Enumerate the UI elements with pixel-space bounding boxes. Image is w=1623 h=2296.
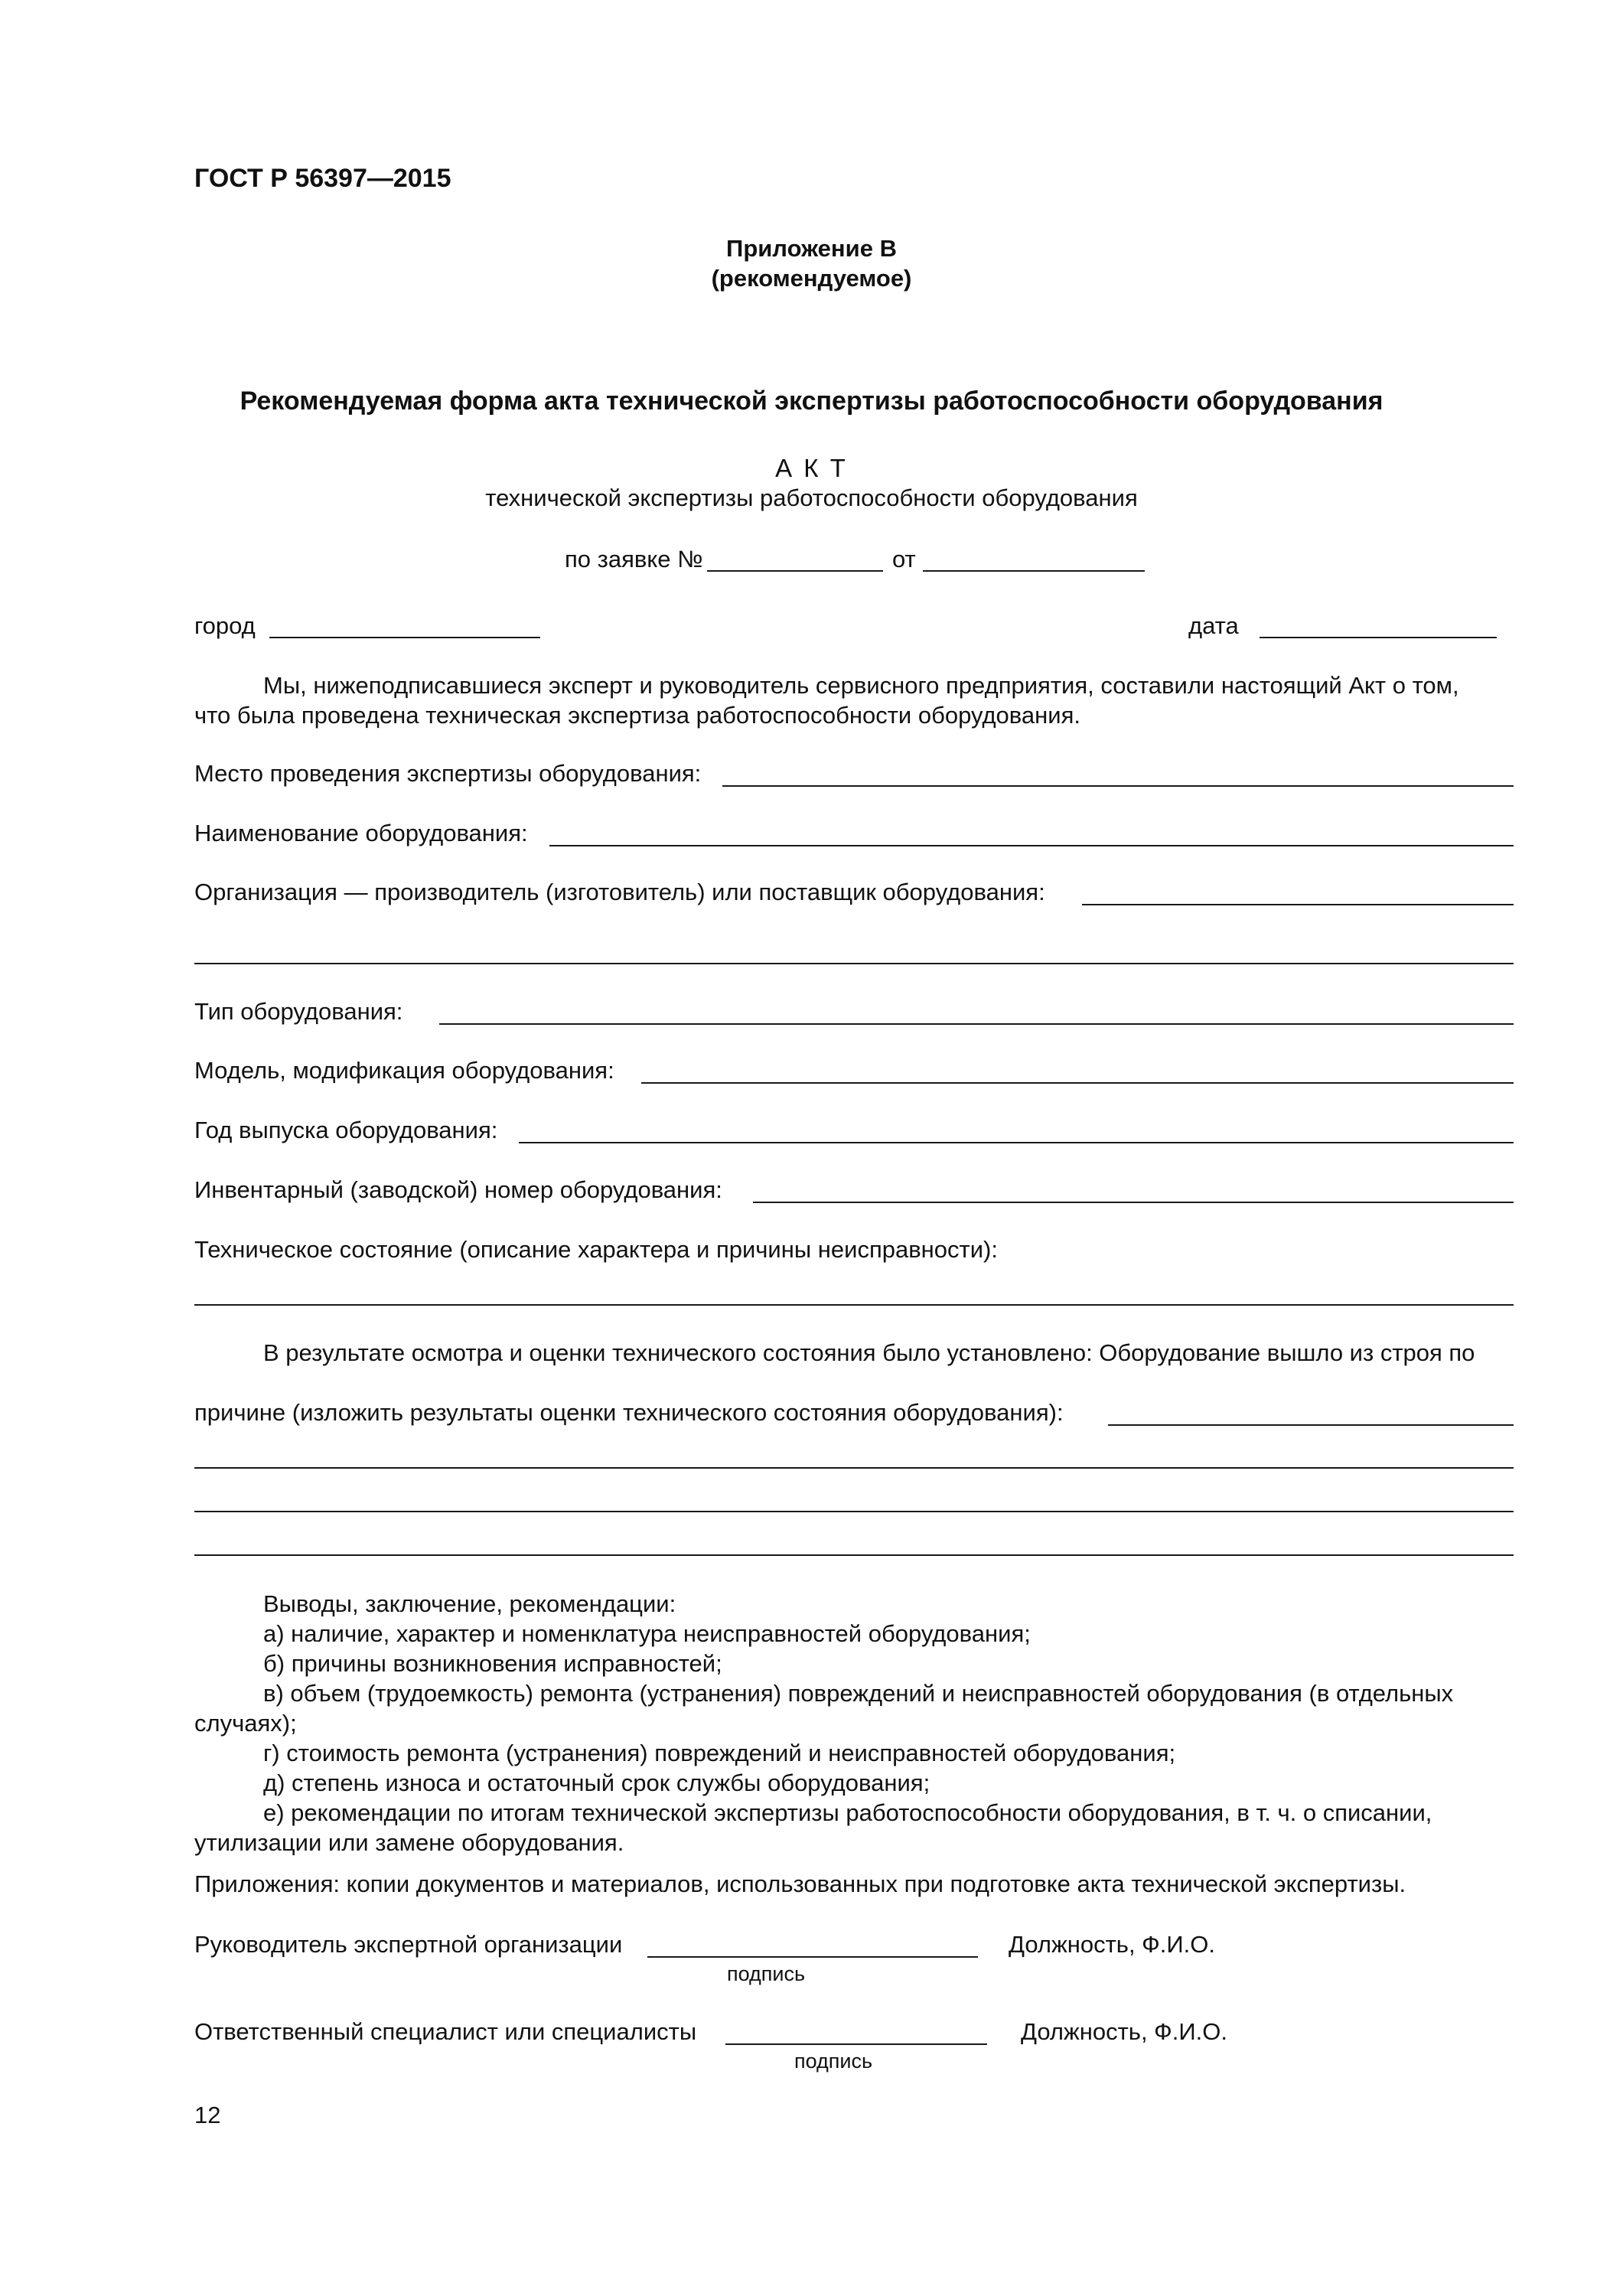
specialist-role-label: Должность, Ф.И.О. — [1021, 2018, 1227, 2045]
appendix-kind: (рекомендуемое) — [711, 265, 912, 292]
result-field[interactable] — [1108, 1424, 1514, 1426]
act-word: А К Т — [775, 454, 848, 482]
year-label: Год выпуска оборудования: — [194, 1117, 498, 1143]
conclusion-item-d: д) степень износа и остаточный срок службы оборудования; — [263, 1769, 930, 1796]
date-field[interactable] — [1260, 637, 1497, 638]
act-subtitle: технической экспертизы работоспособности оборудования — [485, 484, 1138, 511]
inventory-label: Инвентарный (заводской) номер оборудования: — [194, 1176, 722, 1203]
year-field[interactable] — [519, 1142, 1514, 1143]
conclusion-item-a: а) наличие, характер и номенклатура неисправностей оборудования; — [263, 1620, 1031, 1647]
specialist-signature-caption: подпись — [794, 2050, 873, 2073]
manufacturer-label: Организация — производитель (изготовитель) или поставщик оборудования: — [194, 879, 1045, 905]
head-signature-caption: подпись — [727, 1962, 806, 1985]
request-label: по заявке № — [565, 546, 703, 572]
conclusion-item-b: б) причины возникновения исправностей; — [263, 1650, 722, 1677]
city-label: город — [194, 612, 256, 639]
appendix-title: Приложение В — [726, 235, 897, 262]
request-number-field[interactable] — [707, 570, 883, 572]
intro-line-2: что была проведена техническая экспертиза работоспособности оборудования. — [194, 702, 1080, 729]
condition-field[interactable] — [194, 1304, 1514, 1306]
equipment-name-field[interactable] — [549, 845, 1514, 846]
head-role-label: Должность, Ф.И.О. — [1009, 1931, 1215, 1958]
page-number: 12 — [194, 2102, 221, 2128]
conclusion-item-g: г) стоимость ремонта (устранения) повреждений и неисправностей оборудования; — [263, 1740, 1176, 1766]
conclusion-item-v: в) объем (трудоемкость) ремонта (устранения) повреждений и неисправностей оборудования (в отдельных — [263, 1680, 1454, 1707]
conclusion-item-e: е) рекомендации по итогам технической экспертизы работоспособности оборудования, в т. ч. о списании, — [263, 1799, 1432, 1826]
manufacturer-field-extra[interactable] — [194, 963, 1514, 964]
inventory-field[interactable] — [753, 1202, 1514, 1203]
city-field[interactable] — [269, 637, 540, 638]
date-label: дата — [1188, 612, 1239, 639]
conclusion-item-v-cont: случаях); — [194, 1710, 297, 1737]
specialist-signature-field[interactable] — [725, 2043, 987, 2045]
result-field-2[interactable] — [194, 1467, 1514, 1469]
place-field[interactable] — [722, 785, 1514, 787]
form-title: Рекомендуемая форма акта технической экспертизы работоспособности оборудования — [240, 386, 1383, 416]
head-signature-label: Руководитель экспертной организации — [194, 1931, 623, 1958]
result-field-4[interactable] — [194, 1554, 1514, 1556]
attachments-text: Приложения: копии документов и материалов, использованных при подготовке акта технической экспертизы. — [194, 1870, 1406, 1897]
equipment-type-field[interactable] — [439, 1023, 1514, 1025]
model-label: Модель, модификация оборудования: — [194, 1057, 614, 1084]
request-date-field[interactable] — [923, 570, 1145, 572]
head-signature-field[interactable] — [647, 1956, 978, 1958]
specialist-signature-label: Ответственный специалист или специалисты — [194, 2018, 697, 2045]
manufacturer-field[interactable] — [1082, 904, 1514, 905]
result-line-2: причине (изложить результаты оценки технического состояния оборудования): — [194, 1399, 1064, 1426]
condition-label: Техническое состояние (описание характера и причины неисправности): — [194, 1236, 998, 1263]
equipment-name-label: Наименование оборудования: — [194, 820, 528, 846]
intro-line-1: Мы, нижеподписавшиеся эксперт и руководитель сервисного предприятия, составили настоящий Акт о том, — [263, 672, 1459, 699]
standard-number: ГОСТ Р 56397—2015 — [194, 164, 451, 193]
place-label: Место проведения экспертизы оборудования: — [194, 760, 702, 787]
conclusion-item-e-cont: утилизации или замене оборудования. — [194, 1829, 624, 1856]
equipment-type-label: Тип оборудования: — [194, 998, 403, 1025]
model-field[interactable] — [641, 1082, 1514, 1084]
result-line-1: В результате осмотра и оценки технического состояния было установлено: Оборудование вышло из строя по — [263, 1339, 1475, 1366]
from-label: от — [892, 546, 916, 572]
result-field-3[interactable] — [194, 1511, 1514, 1512]
conclusions-heading: Выводы, заключение, рекомендации: — [263, 1590, 676, 1617]
